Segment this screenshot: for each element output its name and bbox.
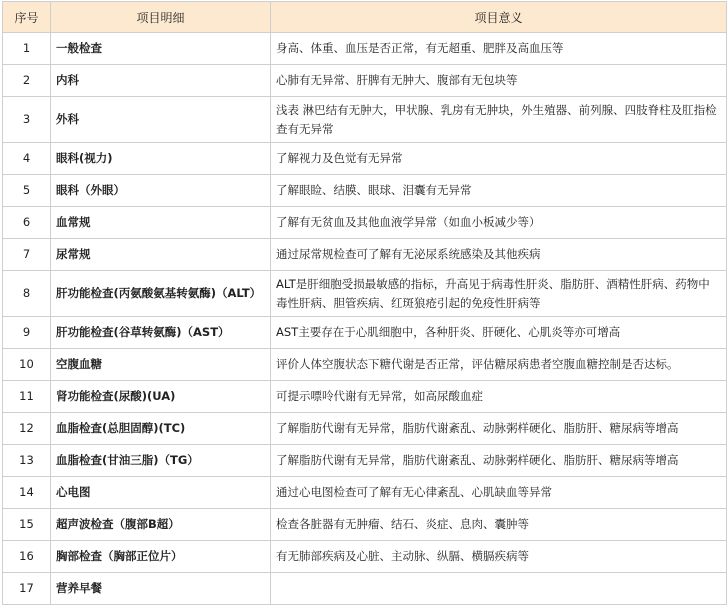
row-meaning: 了解脂肪代谢有无异常，脂肪代谢紊乱、动脉粥样硬化、脂肪肝、糖尿病等增高 (271, 445, 727, 477)
row-meaning: 了解视力及色觉有无异常 (271, 143, 727, 175)
row-meaning: 浅表 淋巴结有无肿大，甲状腺、乳房有无肿块，外生殖器、前列腺、四肢脊柱及肛指检查有无异常 (271, 97, 727, 143)
row-no: 2 (3, 65, 51, 97)
row-meaning: 身高、体重、血压是否正常，有无超重、肥胖及高血压等 (271, 33, 727, 65)
row-meaning: ALT是肝细胞受损最敏感的指标，升高见于病毒性肝炎、脂肪肝、酒精性肝病、药物中毒性肝病、胆管疾病、红斑狼疮引起的免疫性肝病等 (271, 271, 727, 317)
row-no: 12 (3, 413, 51, 445)
row-no: 7 (3, 239, 51, 271)
table-row (3, 317, 727, 349)
row-no: 6 (3, 207, 51, 239)
row-no: 13 (3, 445, 51, 477)
row-meaning: 通过尿常规检查可了解有无泌尿系统感染及其他疾病 (271, 239, 727, 271)
table-row (3, 207, 727, 239)
row-no: 16 (3, 541, 51, 573)
row-item: 营养早餐 (51, 573, 271, 605)
table-row (3, 445, 727, 477)
row-meaning: 检查各脏器有无肿瘤、结石、炎症、息肉、囊肿等 (271, 509, 727, 541)
row-item: 眼科（外眼） (51, 175, 271, 207)
row-meaning: AST主要存在于心肌细胞中，各种肝炎、肝硬化、心肌炎等亦可增高 (271, 317, 727, 349)
table-row (3, 97, 727, 143)
row-item: 胸部检查（胸部正位片） (51, 541, 271, 573)
row-no: 9 (3, 317, 51, 349)
table-row (3, 143, 727, 175)
table-row (3, 349, 727, 381)
row-item: 超声波检查（腹部B超） (51, 509, 271, 541)
header-no: 序号 (3, 2, 51, 33)
row-item: 血脂检查(甘油三脂)（TG） (51, 445, 271, 477)
row-no: 5 (3, 175, 51, 207)
row-meaning: 了解有无贫血及其他血液学异常（如血小板减少等） (271, 207, 727, 239)
table-row (3, 477, 727, 509)
row-no: 15 (3, 509, 51, 541)
table-row (3, 175, 727, 207)
row-no: 8 (3, 271, 51, 317)
row-meaning: 有无肺部疾病及心脏、主动脉、纵膈、横膈疾病等 (271, 541, 727, 573)
row-item: 血脂检查(总胆固醇)(TC) (51, 413, 271, 445)
row-meaning: 评价人体空腹状态下糖代谢是否正常，评估糖尿病患者空腹血糖控制是否达标。 (271, 349, 727, 381)
row-item: 一般检查 (51, 33, 271, 65)
row-item: 内科 (51, 65, 271, 97)
row-meaning: 了解眼睑、结膜、眼球、泪囊有无异常 (271, 175, 727, 207)
row-item: 肝功能检查(丙氨酸氨基转氨酶)（ALT） (51, 271, 271, 317)
header-item: 项目明细 (51, 2, 271, 33)
table-row (3, 413, 727, 445)
exam-items-table (2, 1, 727, 605)
row-meaning: 通过心电图检查可了解有无心律紊乱、心肌缺血等异常 (271, 477, 727, 509)
row-item: 眼科(视力) (51, 143, 271, 175)
table-row (3, 509, 727, 541)
row-meaning: 可提示嘌呤代谢有无异常，如高尿酸血症 (271, 381, 727, 413)
header-meaning: 项目意义 (271, 2, 727, 33)
row-meaning: 心肺有无异常、肝脾有无肿大、腹部有无包块等 (271, 65, 727, 97)
table-row (3, 541, 727, 573)
row-no: 10 (3, 349, 51, 381)
table-row (3, 65, 727, 97)
table-row (3, 33, 727, 65)
table-row (3, 271, 727, 317)
row-no: 11 (3, 381, 51, 413)
row-no: 14 (3, 477, 51, 509)
row-item: 空腹血糖 (51, 349, 271, 381)
row-no: 17 (3, 573, 51, 605)
row-item: 肾功能检查(尿酸)(UA) (51, 381, 271, 413)
row-no: 1 (3, 33, 51, 65)
row-meaning (271, 573, 727, 605)
row-no: 4 (3, 143, 51, 175)
table-row (3, 381, 727, 413)
row-item: 心电图 (51, 477, 271, 509)
row-item: 肝功能检查(谷草转氨酶)（AST） (51, 317, 271, 349)
table-row (3, 573, 727, 605)
row-meaning: 了解脂肪代谢有无异常，脂肪代谢紊乱、动脉粥样硬化、脂肪肝、糖尿病等增高 (271, 413, 727, 445)
row-item: 血常规 (51, 207, 271, 239)
row-item: 外科 (51, 97, 271, 143)
row-no: 3 (3, 97, 51, 143)
row-item: 尿常规 (51, 239, 271, 271)
table-header-row (3, 2, 727, 33)
table-row (3, 239, 727, 271)
